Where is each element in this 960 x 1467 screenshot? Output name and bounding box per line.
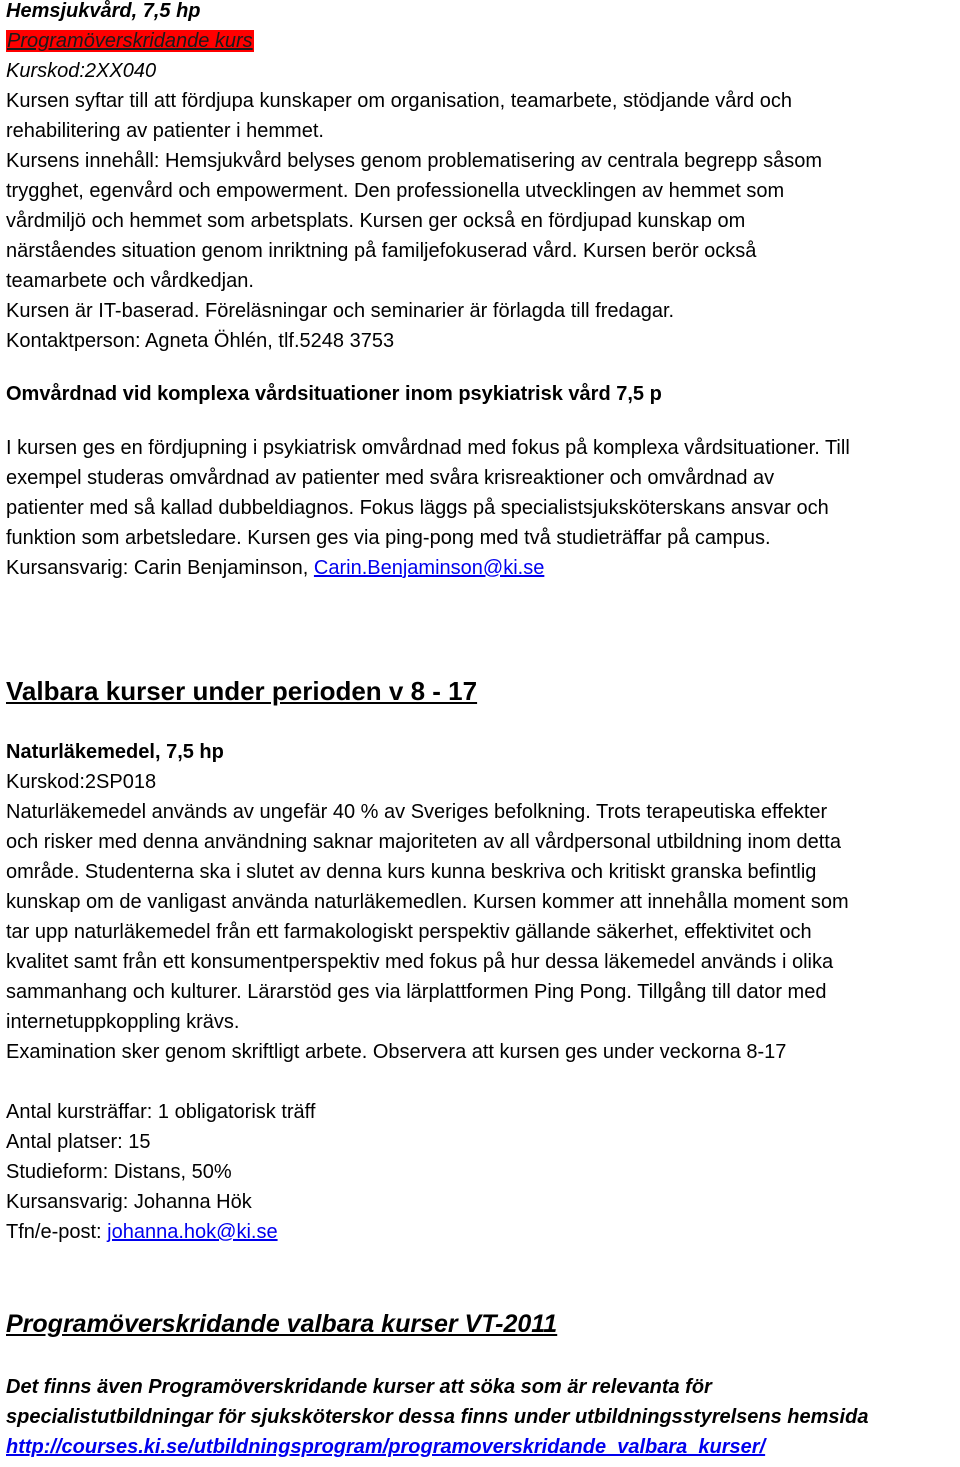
paragraph-line: trygghet, egenvård och empowerment. Den professionella utvecklingen av hemmet som xyxy=(6,180,785,202)
paragraph-line: Det finns även Programöverskridande kurser att söka som är relevanta för xyxy=(6,1376,712,1398)
paragraph-line: Kursen syftar till att fördjupa kunskaper om organisation, teamarbete, stödjande vård och xyxy=(6,90,792,112)
email-prefix: Tfn/e-post: xyxy=(6,1221,108,1243)
course-title-hemsjukvard: Hemsjukvård, 7,5 hp xyxy=(6,0,201,22)
paragraph-line: rehabilitering av patienter i hemmet. xyxy=(6,120,324,142)
fact-line: Antal platser: 15 xyxy=(6,1131,151,1153)
paragraph-line: vårdmiljö och hemmet som arbetsplats. Kursen ger också en fördjupad kunskap om xyxy=(6,210,746,232)
paragraph-line: specialistutbildningar för sjuksköterskor dessa finns under utbildningsstyrelsens hemsida xyxy=(6,1406,869,1428)
contact-line: Kontaktperson: Agneta Öhlén, tlf.5248 3753 xyxy=(6,330,395,352)
course-title-psykiatrisk: Omvårdnad vid komplexa vårdsituationer inom psykiatrisk vård 7,5 p xyxy=(6,383,662,405)
paragraph-line: kunskap om de vanligast använda naturläkemedlen. Kursen kommer att innehålla moment som xyxy=(6,891,849,913)
paragraph-line: Kursen är IT-baserad. Föreläsningar och seminarier är förlagda till fredagar. xyxy=(6,300,675,322)
paragraph-line: Naturläkemedel används av ungefär 40 % av Sveriges befolkning. Trots terapeutiska effekter xyxy=(6,801,828,823)
course-code: Kurskod:2XX040 xyxy=(6,60,157,82)
program-tag-highlight: Programöverskridande kurs xyxy=(7,30,253,52)
email-link-benjaminson[interactable]: Carin.Benjaminson@ki.se xyxy=(313,557,545,579)
email-line xyxy=(6,1217,278,1247)
course-code: Kurskod:2SP018 xyxy=(6,771,157,793)
section-heading-programoverskridande: Programöverskridande valbara kurser VT-2011 xyxy=(6,1310,558,1338)
paragraph-line: område. Studenterna ska i slutet av denna kurs kunna beskriva och kritiskt granska befintlig xyxy=(6,861,817,883)
paragraph-line: funktion som arbetsledare. Kursen ges via ping-pong med två studieträffar på campus. xyxy=(6,527,771,549)
program-tag xyxy=(6,26,254,56)
paragraph-line: närståendes situation genom inriktning på familjefokuserad vård. Kursen berör också xyxy=(6,240,757,262)
fact-line: Antal kursträffar: 1 obligatorisk träff xyxy=(6,1101,316,1123)
paragraph-line: och risker med denna användning saknar majoriteten av all vårdpersonal utbildning inom detta xyxy=(6,831,841,853)
fact-line: Kursansvarig: Johanna Hök xyxy=(6,1191,252,1213)
paragraph-line: tar upp naturläkemedel från ett farmakologiskt perspektiv gällande säkerhet, effektivitet och xyxy=(6,921,812,943)
fact-line: Studieform: Distans, 50% xyxy=(6,1161,232,1183)
paragraph-line: Examination sker genom skriftligt arbete. Observera att kursen ges under veckorna 8-17 xyxy=(6,1041,787,1063)
courses-url-link[interactable]: http://courses.ki.se/utbildningsprogram/programoverskridande_valbara_kurser/ xyxy=(6,1436,766,1458)
paragraph-line: sammanhang och kulturer. Lärarstöd ges via lärplattformen Ping Pong. Tillgång till dator med xyxy=(6,981,827,1003)
email-link-hok[interactable]: johanna.hok@ki.se xyxy=(107,1221,278,1243)
url-line xyxy=(6,1432,765,1462)
course-title-naturlakemedel: Naturläkemedel, 7,5 hp xyxy=(6,741,224,763)
paragraph-line: kvalitet samt från ett konsumentperspektiv med fokus på hur dessa läkemedel används i olika xyxy=(6,951,834,973)
contact-prefix: Kursansvarig: Carin Benjaminson, xyxy=(6,557,314,579)
paragraph-line: exempel studeras omvårdnad av patienter med svåra krisreaktioner och omvårdnad av xyxy=(6,467,775,489)
paragraph-line: I kursen ges en fördjupning i psykiatrisk omvårdnad med fokus på komplexa vårdsituationer. Till xyxy=(6,437,850,459)
section-heading-valbara: Valbara kurser under perioden v 8 - 17 xyxy=(6,676,478,706)
paragraph-line: teamarbete och vårdkedjan. xyxy=(6,270,254,292)
paragraph-line: Kursens innehåll: Hemsjukvård belyses genom problematisering av centrala begrepp såsom xyxy=(6,150,822,172)
paragraph-line: patienter med så kallad dubbeldiagnos. Fokus läggs på specialistsjuksköterskans ansvar och xyxy=(6,497,829,519)
paragraph-line: internetuppkoppling krävs. xyxy=(6,1011,240,1033)
contact-line xyxy=(6,553,544,583)
